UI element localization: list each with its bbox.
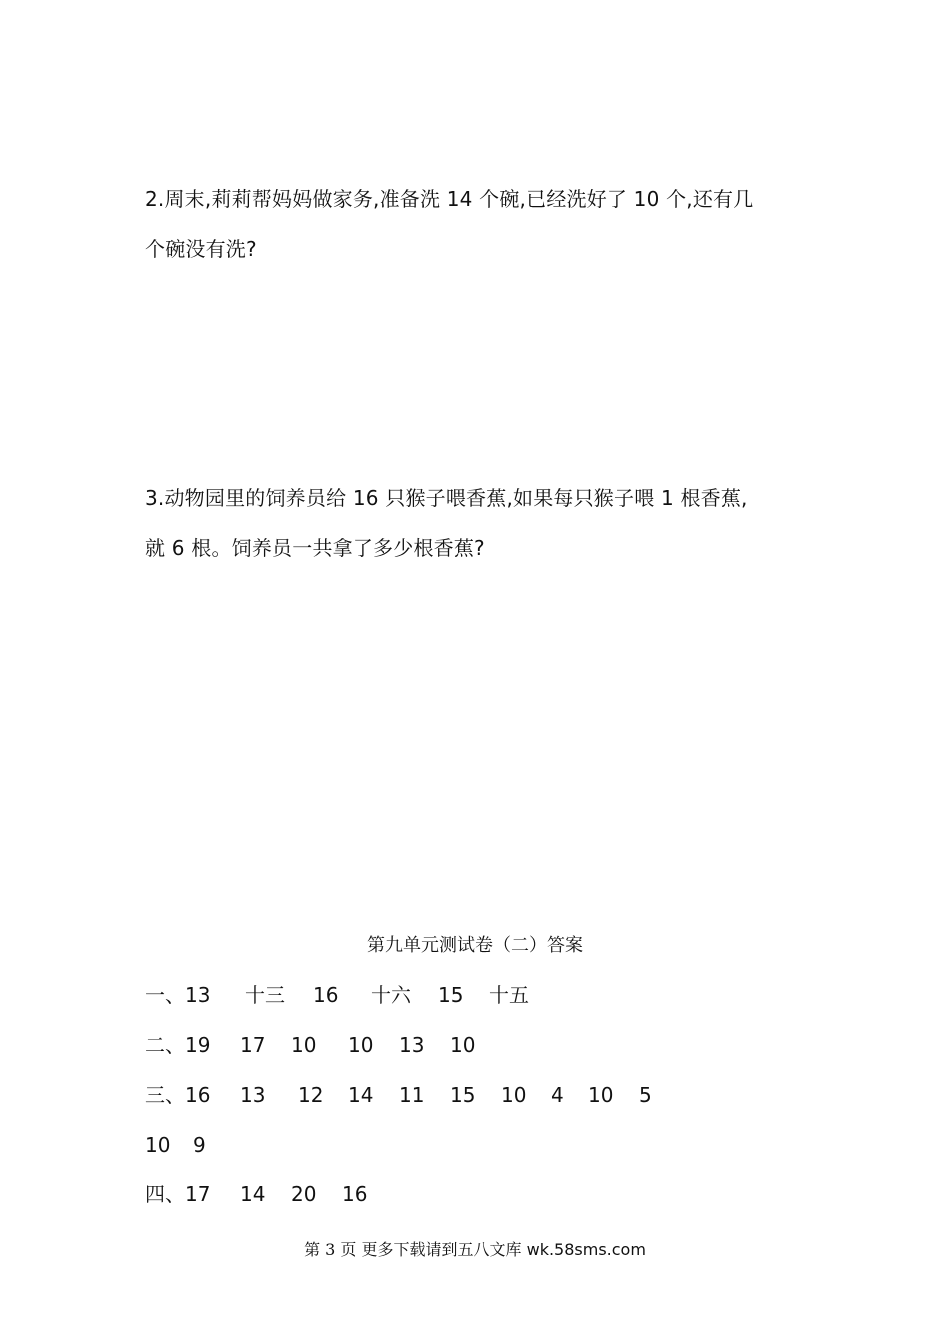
answer-cell: 5 xyxy=(639,1083,652,1107)
answer-cell: 十六 xyxy=(371,983,411,1007)
answer-cell: 9 xyxy=(193,1133,206,1157)
answer-cell: 一、13 xyxy=(145,983,211,1007)
question-3-line-1: 3.动物园里的饲养员给 16 只猴子喂香蕉,如果每只猴子喂 1 根香蕉, xyxy=(145,486,748,510)
answer-cell: 13 xyxy=(399,1033,425,1057)
answer-cell: 10 xyxy=(291,1033,317,1057)
answer-cell: 十三 xyxy=(245,983,285,1007)
answer-cell: 13 xyxy=(240,1083,266,1107)
answer-cell: 四、17 xyxy=(145,1182,211,1206)
answer-cell: 10 xyxy=(588,1083,614,1107)
page-footer xyxy=(0,1240,950,1260)
answer-cell: 20 xyxy=(291,1182,317,1206)
answer-cell: 4 xyxy=(551,1083,564,1107)
answer-cell: 16 xyxy=(313,983,339,1007)
answer-cell: 十五 xyxy=(489,983,529,1007)
answer-cell: 16 xyxy=(342,1182,368,1206)
answer-cell: 三、16 xyxy=(145,1083,211,1107)
footer-page-text: 第 3 页 更多下载请到五八文库 xyxy=(304,1240,527,1259)
answer-cell: 17 xyxy=(240,1033,266,1057)
answer-cell: 11 xyxy=(399,1083,425,1107)
answer-cell: 10 xyxy=(450,1033,476,1057)
question-2-line-1: 2.周末,莉莉帮妈妈做家务,准备洗 14 个碗,已经洗好了 10 个,还有几 xyxy=(145,187,754,211)
answer-cell: 14 xyxy=(348,1083,374,1107)
answers-title: 第九单元测试卷（二）答案 xyxy=(367,935,583,956)
answer-cell: 10 xyxy=(501,1083,527,1107)
footer-site-link[interactable]: wk.58sms.com xyxy=(526,1240,646,1259)
answer-cell: 10 xyxy=(348,1033,374,1057)
answer-cell: 15 xyxy=(450,1083,476,1107)
answer-cell: 15 xyxy=(438,983,464,1007)
question-2-line-2: 个碗没有洗? xyxy=(145,237,257,261)
answer-cell: 二、19 xyxy=(145,1033,211,1057)
answer-cell: 14 xyxy=(240,1182,266,1206)
answer-cell: 10 xyxy=(145,1133,171,1157)
answer-cell: 12 xyxy=(298,1083,324,1107)
question-3-line-2: 就 6 根。饲养员一共拿了多少根香蕉? xyxy=(145,536,485,560)
